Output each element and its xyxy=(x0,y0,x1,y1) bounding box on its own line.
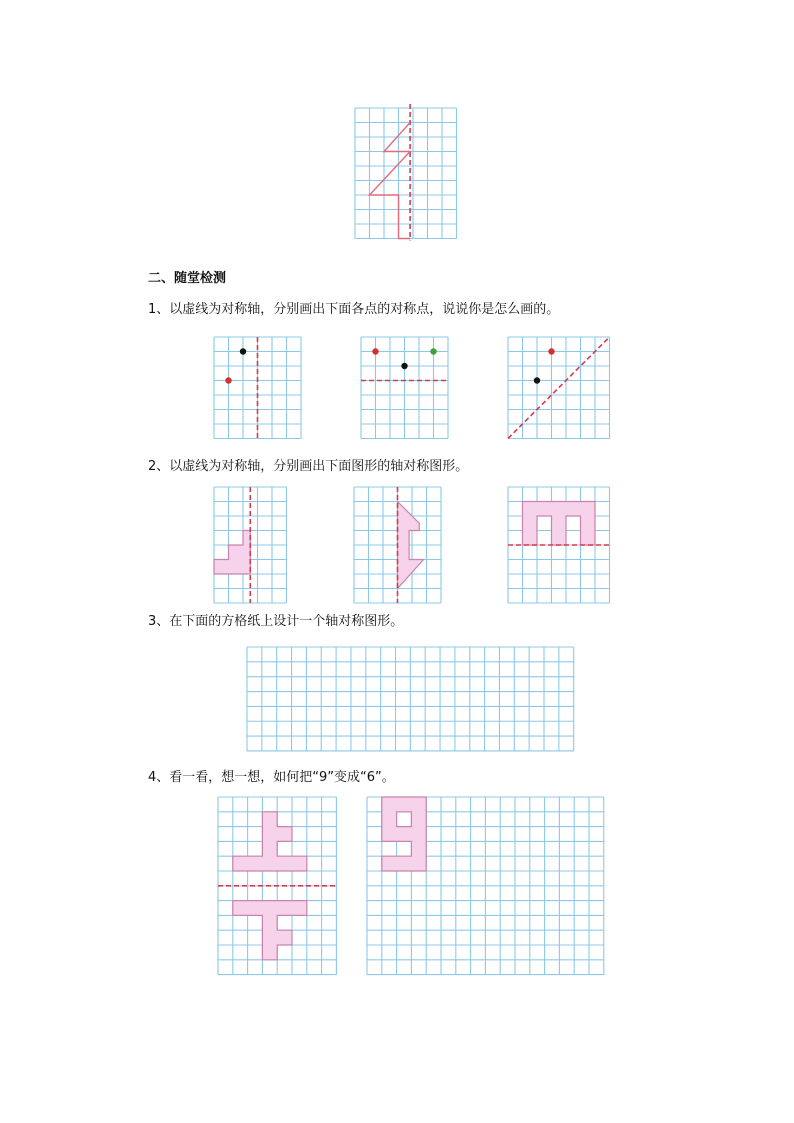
point-black xyxy=(534,377,540,383)
section-title: 二、随堂检测 xyxy=(148,271,227,286)
question-1-label: 1、以虚线为对称轴，分别画出下面各点的对称点，说说你是怎么画的。 xyxy=(148,302,560,317)
question-3-label: 3、在下面的方格纸上设计一个轴对称图形。 xyxy=(148,614,404,629)
q4-example-grid xyxy=(218,797,338,975)
digit-nine-shape xyxy=(382,797,426,871)
point-black xyxy=(401,363,407,369)
q1-grid-horizontal-axis xyxy=(361,337,449,439)
q4-nine-grid xyxy=(367,797,605,975)
half-shape-c xyxy=(523,502,596,546)
q2-grid-shape-b xyxy=(354,487,442,603)
q2-grid-shape-c xyxy=(508,487,610,603)
q1-grid-diagonal-axis xyxy=(508,337,610,439)
symmetry-axis xyxy=(508,337,610,439)
point-green xyxy=(430,348,436,354)
question-4-label: 4、看一看，想一想，如何把“9”变成“6”。 xyxy=(148,770,395,785)
q1-grid-vertical-axis xyxy=(214,337,302,439)
q2-grid-shape-a xyxy=(214,487,288,603)
question-2-label: 2、以虚线为对称轴，分别画出下面图形的轴对称图形。 xyxy=(148,459,469,474)
half-shape-a xyxy=(214,531,250,575)
q3-design-grid xyxy=(247,647,574,752)
point-red xyxy=(372,348,378,354)
point-red xyxy=(225,377,231,383)
point-black xyxy=(240,348,246,354)
example-zigzag-figure xyxy=(355,108,467,254)
point-red xyxy=(548,348,554,354)
